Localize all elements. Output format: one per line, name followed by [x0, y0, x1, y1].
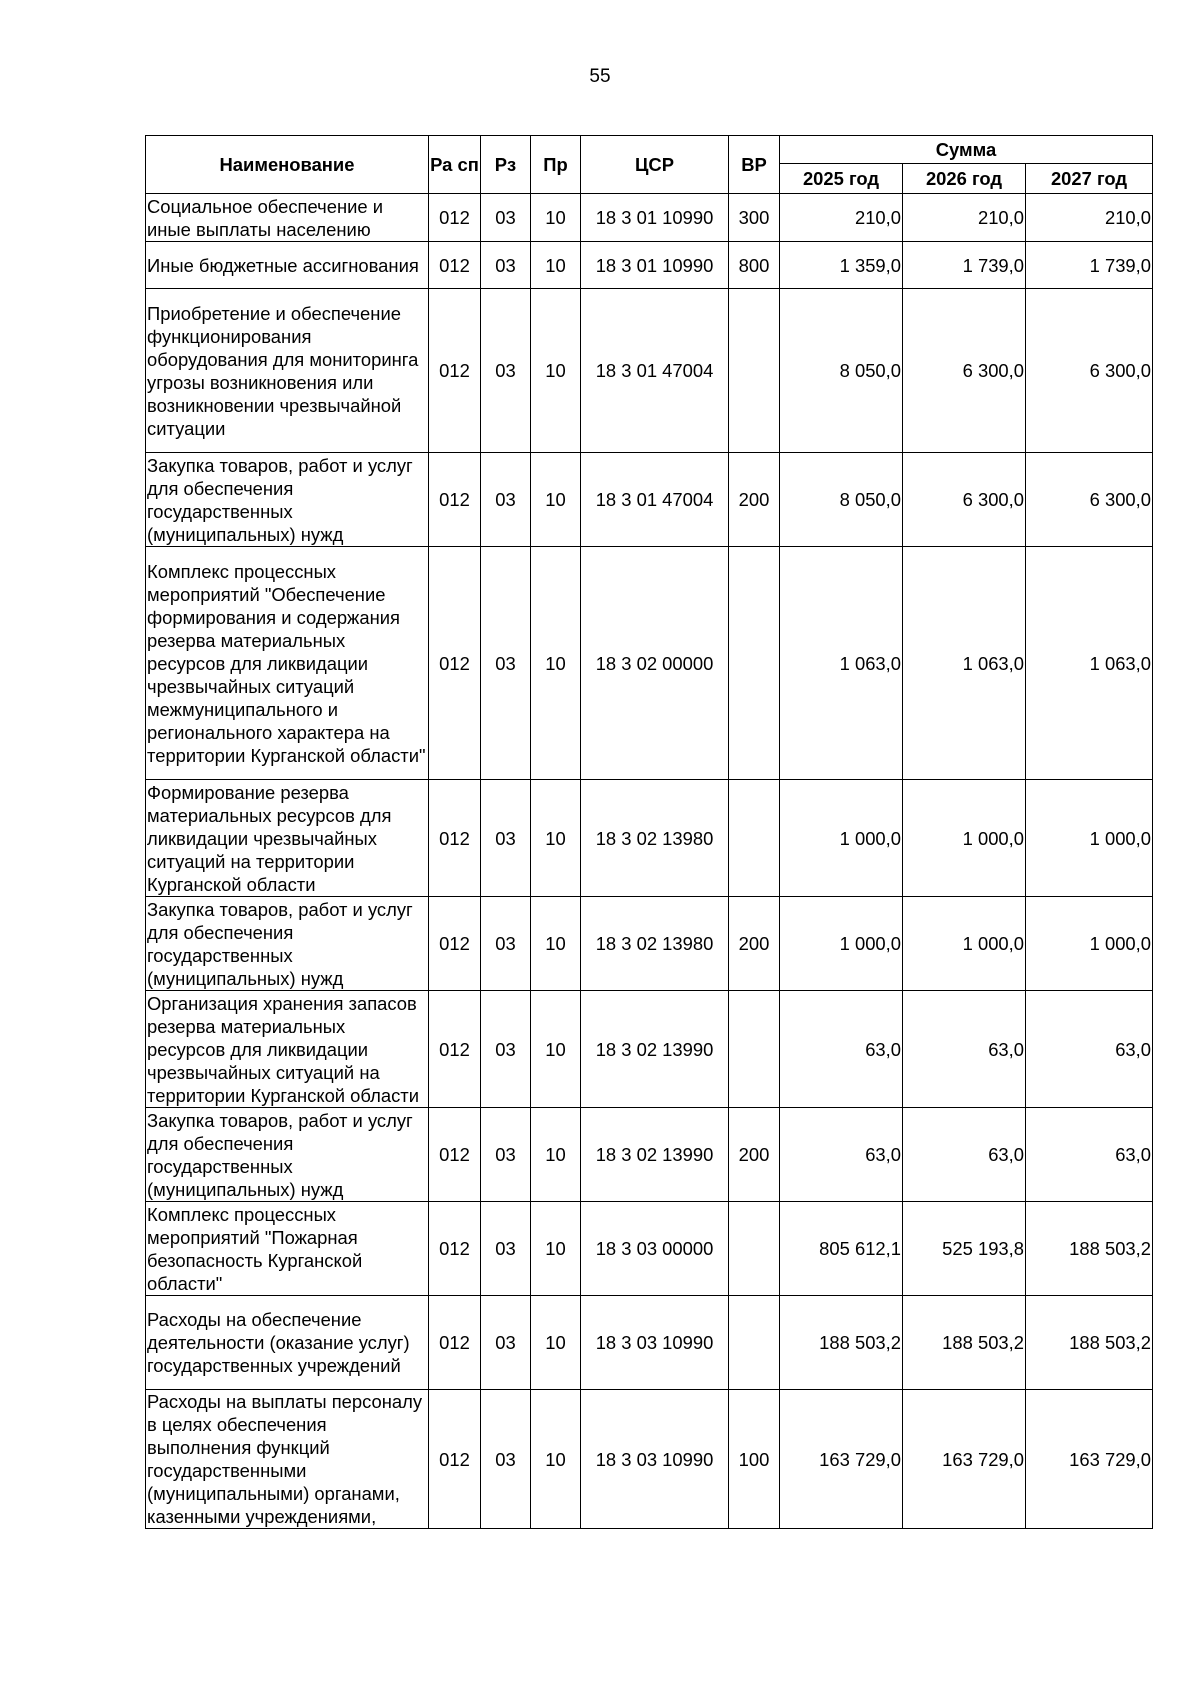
- cell-sum-2025: 1 000,0: [780, 780, 903, 897]
- cell-rz: 03: [481, 1202, 531, 1296]
- cell-sum-2025: 805 612,1: [780, 1202, 903, 1296]
- cell-sum-2027: 1 000,0: [1026, 897, 1153, 991]
- cell-sum-2025: 163 729,0: [780, 1390, 903, 1529]
- cell-rz: 03: [481, 289, 531, 453]
- cell-sum-2026: 1 000,0: [903, 780, 1026, 897]
- table-row: [146, 1390, 1153, 1529]
- cell-vr: [729, 780, 780, 897]
- cell-csr: 18 3 02 13980: [581, 897, 729, 991]
- cell-csr: 18 3 02 13980: [581, 780, 729, 897]
- cell-csr: 18 3 02 13990: [581, 1108, 729, 1202]
- table-row: [146, 453, 1153, 547]
- cell-sum-2027: 163 729,0: [1026, 1390, 1153, 1529]
- cell-name: Закупка товаров, работ и услуг для обеспечения государственных (муниципальных) нужд: [146, 1108, 429, 1202]
- header-rasp: Ра сп: [429, 136, 481, 194]
- cell-vr: [729, 991, 780, 1108]
- cell-sum-2025: 8 050,0: [780, 289, 903, 453]
- cell-csr: 18 3 01 47004: [581, 289, 729, 453]
- cell-rz: 03: [481, 1108, 531, 1202]
- cell-rasp: 012: [429, 547, 481, 780]
- cell-sum-2025: 8 050,0: [780, 453, 903, 547]
- table-row: [146, 194, 1153, 242]
- cell-sum-2026: 163 729,0: [903, 1390, 1026, 1529]
- cell-sum-2027: 210,0: [1026, 194, 1153, 242]
- cell-sum-2026: 188 503,2: [903, 1296, 1026, 1390]
- cell-name: Иные бюджетные ассигнования: [146, 242, 429, 289]
- cell-rasp: 012: [429, 1108, 481, 1202]
- cell-sum-2026: 210,0: [903, 194, 1026, 242]
- cell-csr: 18 3 02 00000: [581, 547, 729, 780]
- cell-vr: 800: [729, 242, 780, 289]
- cell-sum-2025: 1 063,0: [780, 547, 903, 780]
- table-body: [146, 194, 1153, 1529]
- cell-pr: 10: [531, 547, 581, 780]
- cell-vr: 300: [729, 194, 780, 242]
- page-number: 55: [589, 66, 611, 87]
- cell-name: Закупка товаров, работ и услуг для обеспечения государственных (муниципальных) нужд: [146, 897, 429, 991]
- cell-pr: 10: [531, 289, 581, 453]
- cell-sum-2026: 6 300,0: [903, 289, 1026, 453]
- cell-name: Приобретение и обеспечение функционирования оборудования для мониторинга угрозы возникновения или возникновении чрезвычайной ситуации: [146, 289, 429, 453]
- cell-rz: 03: [481, 547, 531, 780]
- cell-rasp: 012: [429, 780, 481, 897]
- cell-rz: 03: [481, 1296, 531, 1390]
- cell-sum-2027: 63,0: [1026, 991, 1153, 1108]
- table-row: [146, 547, 1153, 780]
- cell-rasp: 012: [429, 242, 481, 289]
- cell-vr: [729, 547, 780, 780]
- cell-pr: 10: [531, 453, 581, 547]
- cell-name: Организация хранения запасов резерва материальных ресурсов для ликвидации чрезвычайных ситуаций на территории Курганской области: [146, 991, 429, 1108]
- cell-csr: 18 3 03 10990: [581, 1390, 729, 1529]
- cell-name: Комплекс процессных мероприятий "Пожарная безопасность Курганской области": [146, 1202, 429, 1296]
- table-row: [146, 897, 1153, 991]
- cell-pr: 10: [531, 1390, 581, 1529]
- budget-table: [145, 135, 1153, 1529]
- table-row: [146, 1202, 1153, 1296]
- cell-rasp: 012: [429, 1390, 481, 1529]
- cell-pr: 10: [531, 1202, 581, 1296]
- cell-sum-2025: 63,0: [780, 991, 903, 1108]
- cell-vr: [729, 1296, 780, 1390]
- cell-rasp: 012: [429, 453, 481, 547]
- table-row: [146, 780, 1153, 897]
- cell-name: Расходы на выплаты персоналу в целях обеспечения выполнения функций государственными (муниципальными) органами, казенными учреждениями,: [146, 1390, 429, 1529]
- cell-rasp: 012: [429, 991, 481, 1108]
- cell-rz: 03: [481, 991, 531, 1108]
- cell-vr: 200: [729, 453, 780, 547]
- cell-name: Формирование резерва материальных ресурсов для ликвидации чрезвычайных ситуаций на территории Курганской области: [146, 780, 429, 897]
- cell-rz: 03: [481, 1390, 531, 1529]
- header-2025: 2025 год: [780, 164, 903, 194]
- cell-sum-2026: 6 300,0: [903, 453, 1026, 547]
- cell-vr: 200: [729, 897, 780, 991]
- header-rz: Рз: [481, 136, 531, 194]
- header-2026: 2026 год: [903, 164, 1026, 194]
- table-row: [146, 1296, 1153, 1390]
- cell-vr: 100: [729, 1390, 780, 1529]
- header-csr: ЦСР: [581, 136, 729, 194]
- cell-rz: 03: [481, 453, 531, 547]
- cell-sum-2026: 1 063,0: [903, 547, 1026, 780]
- cell-sum-2027: 188 503,2: [1026, 1202, 1153, 1296]
- cell-csr: 18 3 03 00000: [581, 1202, 729, 1296]
- header-2027: 2027 год: [1026, 164, 1153, 194]
- cell-sum-2027: 1 739,0: [1026, 242, 1153, 289]
- cell-rasp: 012: [429, 897, 481, 991]
- table-row: [146, 289, 1153, 453]
- cell-sum-2027: 1 063,0: [1026, 547, 1153, 780]
- cell-rasp: 012: [429, 194, 481, 242]
- cell-sum-2025: 1 359,0: [780, 242, 903, 289]
- cell-pr: 10: [531, 991, 581, 1108]
- cell-sum-2025: 63,0: [780, 1108, 903, 1202]
- cell-rz: 03: [481, 242, 531, 289]
- cell-csr: 18 3 01 47004: [581, 453, 729, 547]
- cell-vr: 200: [729, 1108, 780, 1202]
- cell-name: Социальное обеспечение и иные выплаты населению: [146, 194, 429, 242]
- cell-sum-2026: 1 000,0: [903, 897, 1026, 991]
- header-vr: ВР: [729, 136, 780, 194]
- cell-pr: 10: [531, 194, 581, 242]
- table-row: [146, 991, 1153, 1108]
- cell-csr: 18 3 02 13990: [581, 991, 729, 1108]
- table-header: [146, 136, 1153, 194]
- cell-rasp: 012: [429, 1296, 481, 1390]
- cell-rasp: 012: [429, 1202, 481, 1296]
- cell-name: Комплекс процессных мероприятий "Обеспечение формирования и содержания резерва материальных ресурсов для ликвидации чрезвычайных ситуаций межмуниципального и регионального характера на территории Курганской области": [146, 547, 429, 780]
- cell-sum-2027: 188 503,2: [1026, 1296, 1153, 1390]
- header-sum: Сумма: [780, 136, 1153, 164]
- cell-csr: 18 3 01 10990: [581, 194, 729, 242]
- cell-rz: 03: [481, 194, 531, 242]
- header-pr: Пр: [531, 136, 581, 194]
- cell-sum-2025: 188 503,2: [780, 1296, 903, 1390]
- cell-pr: 10: [531, 897, 581, 991]
- cell-sum-2027: 63,0: [1026, 1108, 1153, 1202]
- cell-sum-2027: 6 300,0: [1026, 453, 1153, 547]
- cell-csr: 18 3 03 10990: [581, 1296, 729, 1390]
- cell-csr: 18 3 01 10990: [581, 242, 729, 289]
- table-row: [146, 242, 1153, 289]
- cell-sum-2027: 1 000,0: [1026, 780, 1153, 897]
- cell-name: Закупка товаров, работ и услуг для обеспечения государственных (муниципальных) нужд: [146, 453, 429, 547]
- cell-sum-2026: 63,0: [903, 991, 1026, 1108]
- cell-name: Расходы на обеспечение деятельности (оказание услуг) государственных учреждений: [146, 1296, 429, 1390]
- cell-vr: [729, 289, 780, 453]
- cell-sum-2025: 1 000,0: [780, 897, 903, 991]
- cell-rz: 03: [481, 780, 531, 897]
- cell-sum-2026: 1 739,0: [903, 242, 1026, 289]
- cell-sum-2027: 6 300,0: [1026, 289, 1153, 453]
- header-name: Наименование: [146, 136, 429, 194]
- cell-pr: 10: [531, 1108, 581, 1202]
- cell-sum-2026: 63,0: [903, 1108, 1026, 1202]
- cell-rasp: 012: [429, 289, 481, 453]
- cell-sum-2025: 210,0: [780, 194, 903, 242]
- cell-rz: 03: [481, 897, 531, 991]
- cell-pr: 10: [531, 242, 581, 289]
- cell-pr: 10: [531, 1296, 581, 1390]
- cell-pr: 10: [531, 780, 581, 897]
- cell-vr: [729, 1202, 780, 1296]
- table-row: [146, 1108, 1153, 1202]
- cell-sum-2026: 525 193,8: [903, 1202, 1026, 1296]
